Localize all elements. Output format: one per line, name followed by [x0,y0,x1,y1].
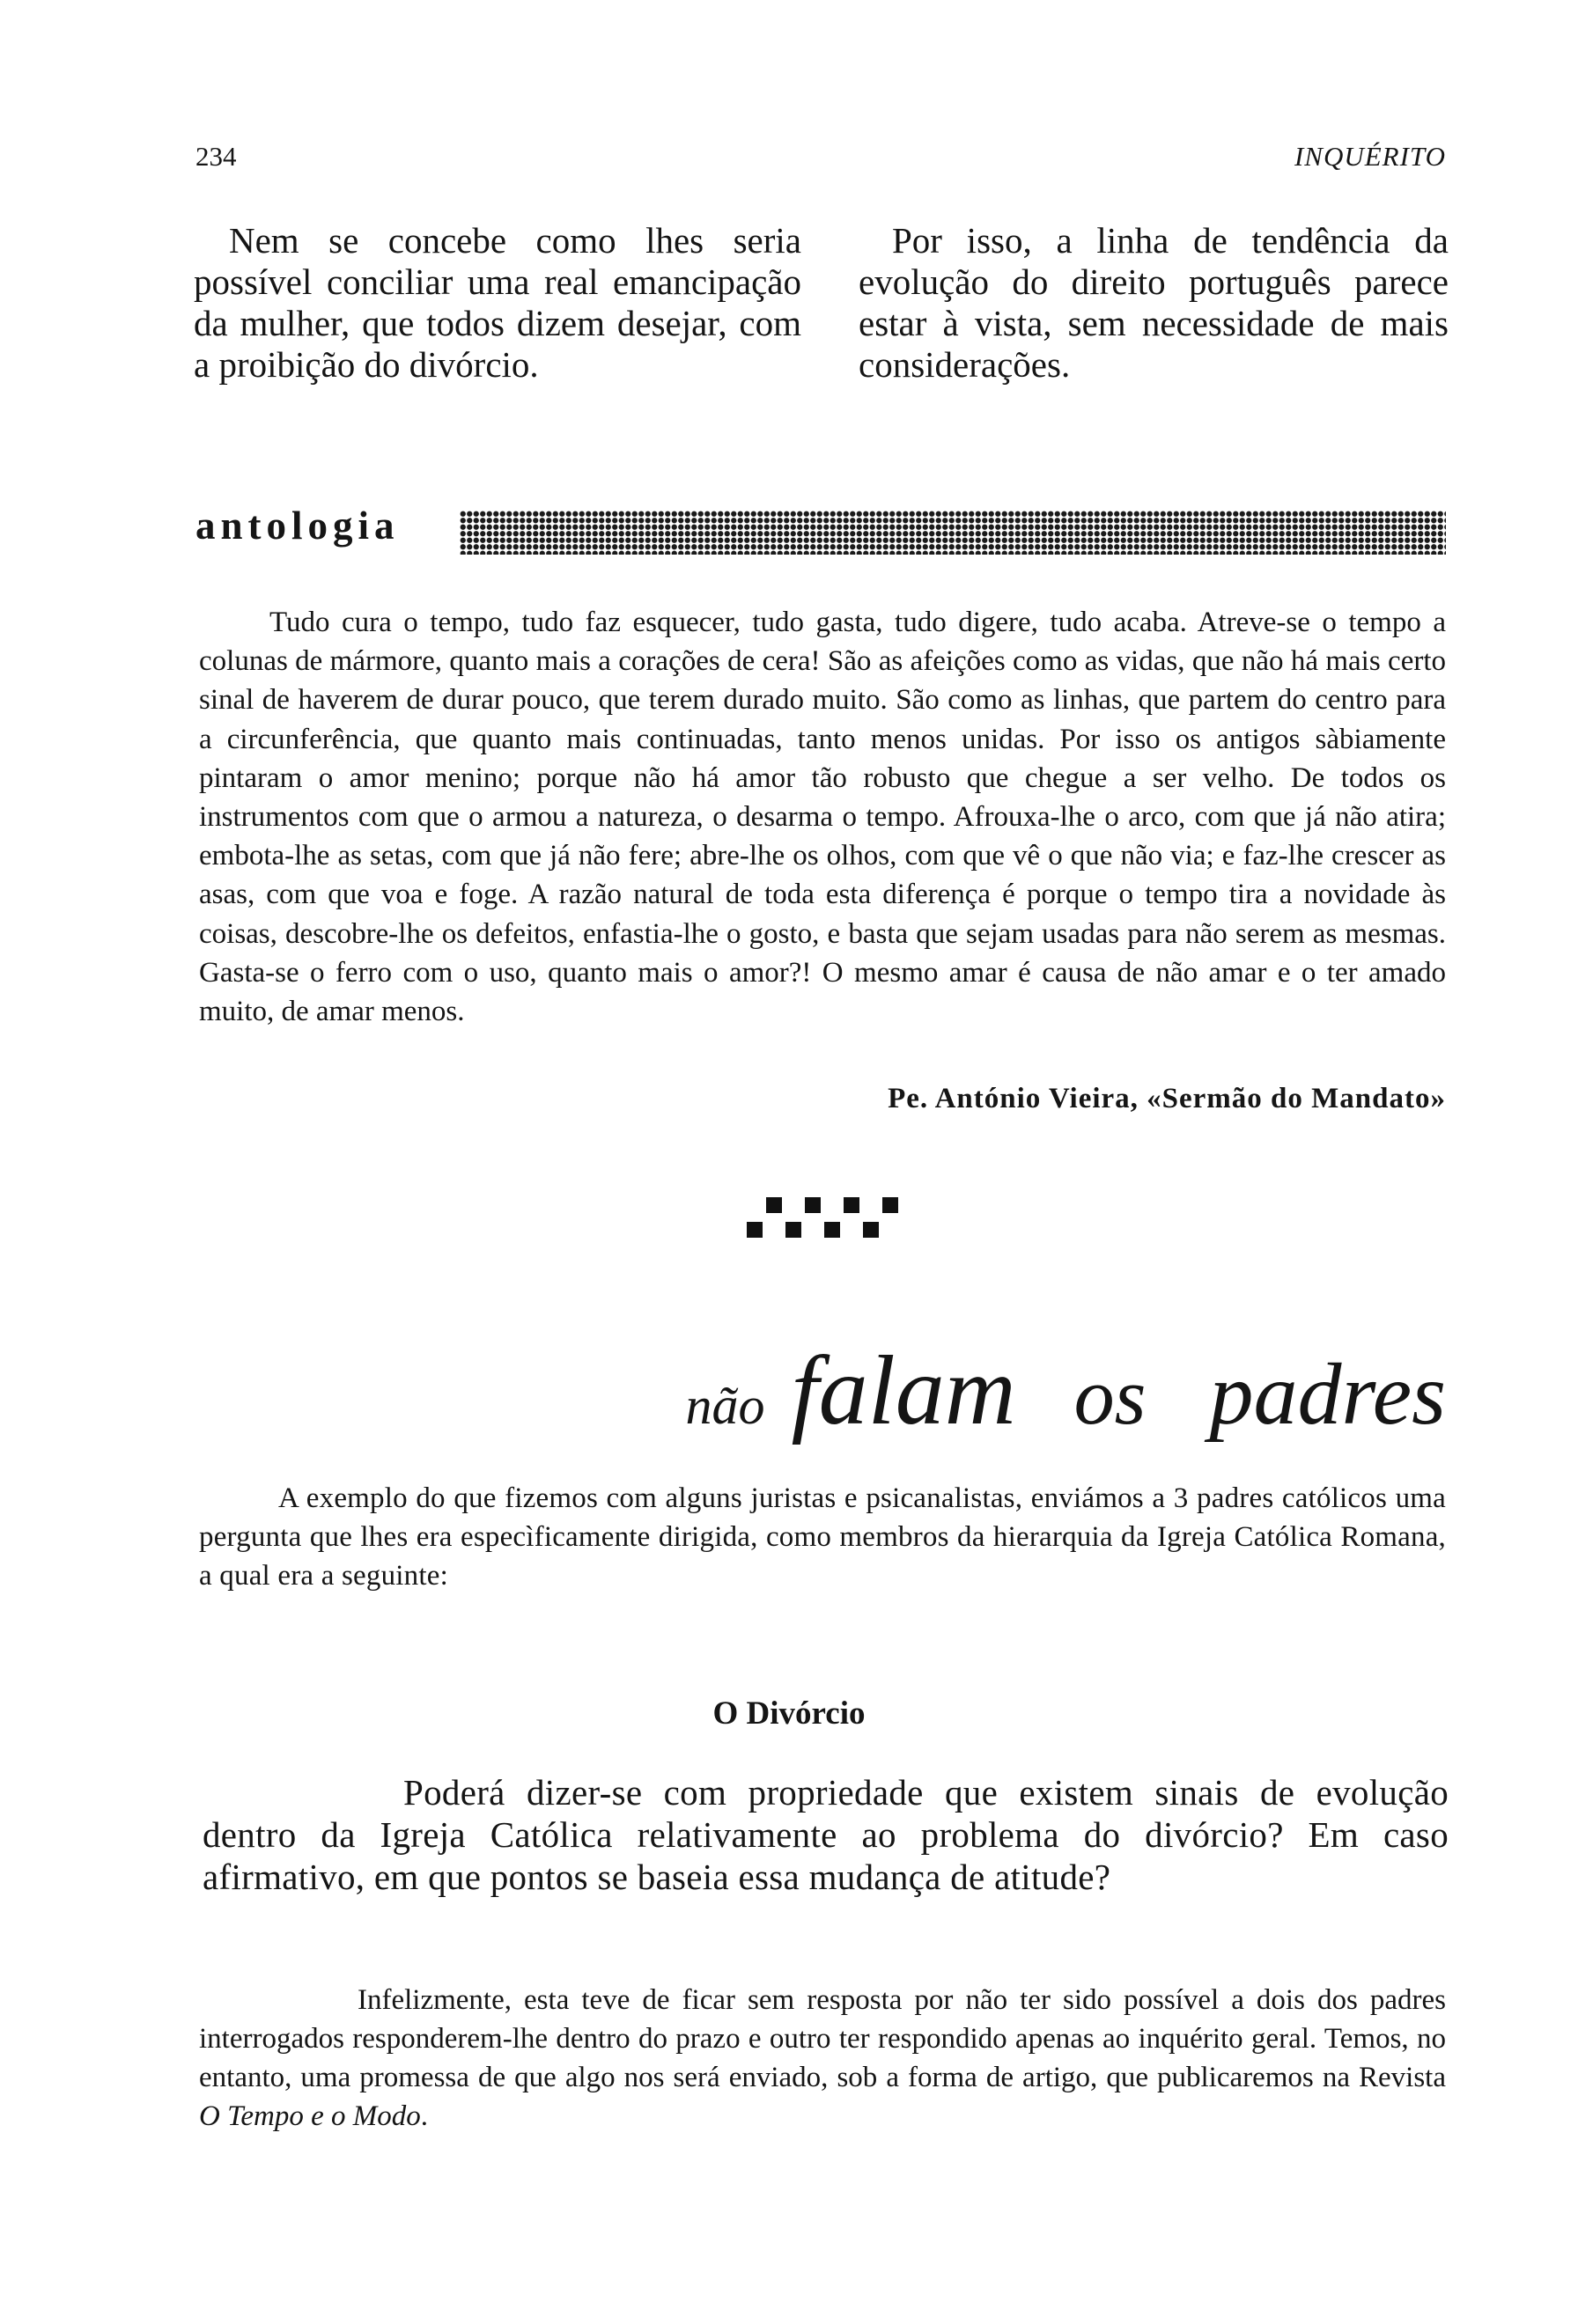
title-word: padres [1209,1345,1446,1443]
quote-attribution: Pe. António Vieira, «Sermão do Mandato» [888,1083,1446,1114]
antologia-heading: antologia [195,504,400,548]
left-column-paragraph: Nem se concebe como lhes seria possível conciliar uma real emancipação da mulher, que todos dizem desejar, com a proibição do divórcio. [194,220,801,385]
closing-text: Infelizmente, esta teve de ficar sem resposta por não ter sido possível a dois dos padres interrogados responderem-lhe dentro do prazo e outro ter respondido apenas ao inquérito geral. Temos, no entanto, uma promessa de que algo nos será enviado, sob a forma de artigo, que publicaremos na Revista [199,1984,1446,2093]
page-number: 234 [195,141,237,172]
antologia-quote: Tudo cura o tempo, tudo faz esquecer, tudo gasta, tudo digere, tudo acaba. Atreve-se o tempo a colunas de mármore, quanto mais a corações de cera! São as afeições como as vidas, que não há mais certo sinal de haverem de durar pouco, que terem durado muito. São como as linhas, que partem do centro para a circunferência, que quanto mais continuadas, tanto menos unidas. Por isso os antigos sàbiamente pintaram o amor menino; porque não há amor tão robusto que chegue a ser velho. De todos os instrumentos com que o armou a natureza, o desarma o tempo. Afrouxa-lhe o arco, com que já não atira; embota-lhe as setas, com que já não fere; abre-lhe os olhos, com que vê o que não via; e faz-lhe crescer as asas, com que voa e foge. A razão natural de toda esta diferença é porque o tempo tira a novidade às coisas, descobre-lhe os defeitos, enfastia-lhe o gosto, e basta que sejam usadas para não serem as mesmas. Gasta-se o ferro com o uso, quanto mais o amor?! O mesmo amar é causa de não amar e o ter amado muito, de amar menos. [199,607,1446,1028]
checker-ornament [740,1195,933,1248]
question-heading: O Divórcio [712,1695,866,1732]
closing-paragraph [199,1981,1446,2136]
title-word: falam [791,1336,1016,1445]
intro-paragraph: A exemplo do que fizemos com alguns juristas e psicanalistas, enviámos a 3 padres católicos uma pergunta que lhes era especìficamente dirigida, como membros da hierarquia da Igreja Católica Romana, a qual era a seguinte: [199,1482,1446,1592]
magazine-title: O Tempo e o Modo [199,2100,421,2132]
closing-end: . [420,2100,429,2132]
title-word: os [1073,1351,1147,1441]
running-title: INQUÉRITO [1294,141,1446,172]
title-word: não [685,1377,765,1435]
question-text: Poderá dizer-se com propriedade que existem sinais de evolução dentro da Igreja Católica relativamente ao problema do divórcio? Em caso afirmativo, em que pontos se baseia essa mudança de atitude? [203,1772,1449,1897]
right-column-paragraph: Por isso, a linha de tendência da evolução do direito português parece estar à vista, sem necessidade de mais considerações. [859,220,1449,385]
dotted-rule [460,511,1446,555]
section-title [686,1338,1446,1459]
